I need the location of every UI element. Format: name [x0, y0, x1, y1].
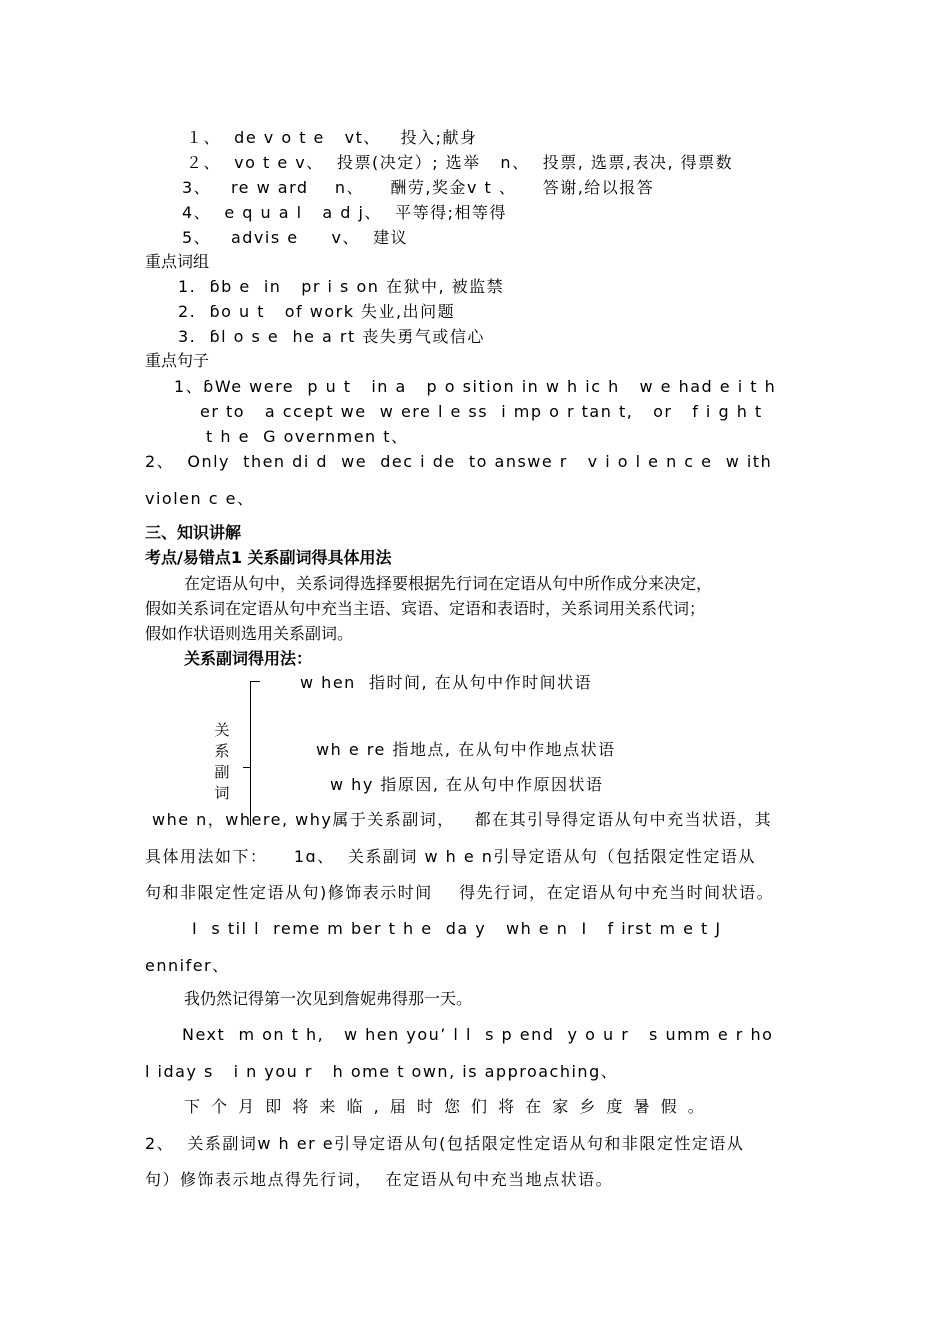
vocab-item-1: １、 de v o t e vt、 投入;献身: [186, 128, 478, 147]
intro-line-3: 假如作状语则选用关系副词。: [145, 624, 354, 643]
usage-heading: 关系副词得用法：: [184, 649, 313, 668]
sentence-2-line-2: violen c e、: [145, 489, 255, 508]
sentence-1-line-3: t h e G overnmen t、: [206, 427, 409, 446]
phrase-item-2: 2. ɓo u t of work 失业,出问题: [178, 302, 456, 321]
example-2-line-2: l iday s i n you r h ome t own, is approaching、: [145, 1062, 619, 1081]
body-line-2: 具体用法如下： 1ɑ、 关系副词 w h e n引导定语从句（包括限定性定语从: [145, 847, 756, 866]
bracket-label-char-4: 词: [214, 784, 230, 802]
example-1-line-2: ennifer、: [145, 956, 230, 975]
sentence-1-line-2: er to a ccept we w ere l e ss i mp o r tan t, or f i g h t: [200, 402, 763, 421]
sentence-1-line-1: 1、ɓWe were p u t in a p o sition in w h ic h w e had e i t h: [174, 377, 777, 396]
bracket-label-char-1: 关: [214, 721, 230, 739]
bracket-top-tick: [250, 681, 260, 682]
phrase-item-1: 1. ɓb e in pr i s on 在狱中, 被监禁: [178, 277, 505, 296]
body-line-1: whe n，where, why属于关系副词， 都在其引导得定语从句中充当状语，其: [152, 810, 773, 829]
sentence-2-line-1: 2、 Only then di d we dec i de to answe r v i o l e n c e w ith: [145, 452, 773, 471]
section-title: 三、知识讲解: [145, 523, 242, 542]
point-title: 考点/易错点1 关系副词得具体用法: [145, 548, 392, 567]
intro-line-1: 在定语从句中，关系词得选择要根据先行词在定语从句中所作成分来决定，: [184, 574, 713, 593]
bracket-item-why: w hy 指原因, 在从句中作原因状语: [330, 775, 604, 794]
phrases-heading: 重点词组: [145, 252, 210, 271]
example-2-translation: 下 个 月 即 将 来 临 , 届 时 您 们 将 在 家 乡 度 暑 假 。: [184, 1097, 707, 1116]
vocab-item-2: ２、 vo t e v、 投票(决定）; 选举 n、 投票, 选票,表决, 得票数: [186, 153, 734, 172]
bracket-label-char-2: 系: [214, 742, 230, 760]
body-line-3: 句和非限定性定语从句)修饰表示时间 得先行词，在定语从句中充当时间状语。: [145, 883, 775, 902]
intro-line-2: 假如关系词在定语从句中充当主语、宾语、定语和表语时，关系词用关系代词；: [145, 599, 706, 618]
bracket-line: [250, 681, 251, 826]
bracket-label-char-3: 副: [214, 763, 230, 781]
bracket-item-where: wh e re 指地点, 在从句中作地点状语: [316, 740, 616, 759]
vocab-item-4: 4、 e q u a l a d j、 平等得;相等得: [182, 203, 507, 222]
bracket-item-when: w hen 指时间, 在从句中作时间状语: [300, 673, 593, 692]
sentences-heading: 重点句子: [145, 351, 210, 370]
example-1-translation: 我仍然记得第一次见到詹妮弗得那一天。: [184, 989, 473, 1008]
point-2-line-1: 2、 关系副词w h er e引导定语从句(包括限定性定语从句和非限定性定语从: [145, 1134, 745, 1153]
vocab-item-5: 5、 advis e v、 建议: [182, 228, 409, 247]
bracket-middle-tick: [243, 767, 251, 768]
example-1-line-1: I s til l reme m ber t h e da y wh e n I f irst m e t J: [192, 919, 722, 938]
example-2-line-1: Next m on t h, w hen you’ l l s p end y o u r s umm e r ho: [182, 1025, 774, 1044]
phrase-item-3: 3. ɓl o s e he a rt 丧失勇气或信心: [178, 327, 485, 346]
point-2-line-2: 句）修饰表示地点得先行词， 在定语从句中充当地点状语。: [145, 1170, 614, 1189]
vocab-item-3: 3、 re w ard n、 酬劳,奖金v t 、 答谢,给以报答: [182, 178, 655, 197]
